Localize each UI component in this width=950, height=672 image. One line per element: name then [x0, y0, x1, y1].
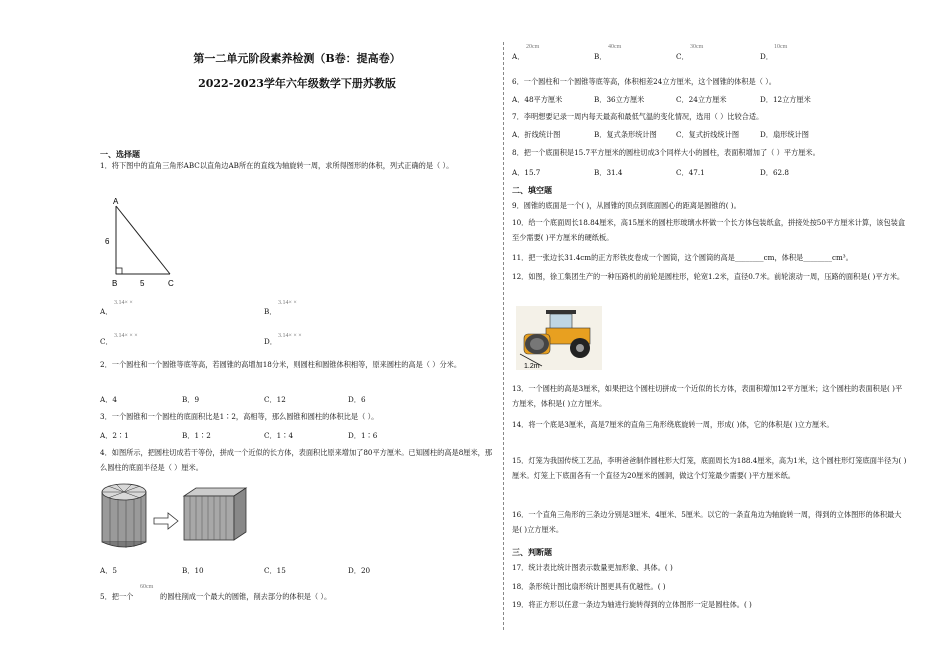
question-4: 4．如图所示，把圆柱切成若干等份，拼成一个近似的长方体，表面积比原来增加了80平方厘米。已知圆柱的高是8厘米，那么圆柱的底面半径是（ ）厘米。	[100, 448, 493, 472]
q8-option-b: B．31.4	[594, 168, 623, 177]
question-16: 16．一个直角三角形的三条边分别是3厘米、4厘米、5厘米。以它的一条直角边为轴旋转一周，得到的立体图形的体积最大是( )立方厘米。	[512, 510, 902, 534]
question-5	[100, 584, 495, 604]
question-10: 10．给一个底面周长18.84厘米，高15厘米的圆柱形玻璃水杯做一个长方体包装纸盒，拼接处按50平方厘米计算，该包装盒至少需要( )平方厘米的硬纸板。	[512, 218, 906, 242]
q1-option-c-label: C．	[100, 337, 113, 346]
section-choice-heading: 一、选择题	[100, 149, 140, 159]
q7-option-d: D．扇形统计图	[760, 130, 809, 139]
q3-option-d: D．1∶6	[348, 431, 378, 440]
q7-option-c: C．复式折线统计图	[676, 130, 740, 139]
q6-option-c: C．24立方厘米	[676, 95, 727, 104]
question-9: 9．圆锥的底面是一个( )，从圆锥的顶点到底面圆心的距离是圆锥的( )。	[512, 201, 741, 210]
question-12: 12．如图，徐工集团生产的一种压路机的前轮是圆柱形，轮宽1.2米，直径0.7米。前轮滚动一周，压路的面积是( )平方米。	[512, 272, 905, 281]
q5-option-d-value: 10cm	[774, 44, 788, 50]
page-title: 第一二单元阶段素养检测（B卷：提高卷）	[193, 52, 401, 65]
side-bc-length: 5	[140, 279, 145, 288]
q2-option-a: A．4	[100, 395, 117, 404]
q6-option-d: D．12立方厘米	[760, 95, 811, 104]
roller-width-label: 1.2m	[524, 363, 540, 370]
q7-option-a: A．折线统计图	[512, 130, 561, 139]
side-ab-length: 6	[105, 237, 110, 246]
section-fill-heading: 二、填空题	[512, 185, 552, 195]
section-judge-heading: 三、判断题	[512, 547, 552, 557]
question-5-options	[512, 44, 907, 64]
q5-suffix: 的圆柱削成一个最大的圆锥，削去部分的体积是（ ）。	[160, 592, 332, 601]
question-4-options	[100, 566, 495, 578]
q4-option-b: B．10	[182, 566, 204, 575]
q5-option-b-value: 40cm	[608, 44, 622, 50]
q5-option-d-label: D．	[760, 52, 773, 61]
q1-option-b-label: B．	[264, 307, 277, 316]
question-2-options	[100, 395, 495, 407]
question-6: 6．一个圆柱和一个圆锥等底等高，体积相差24立方厘米，这个圆锥的体积是（ ）。	[512, 77, 776, 86]
q3-option-a: A．2∶1	[100, 431, 129, 440]
right-angle-mark	[116, 268, 122, 274]
question-13: 13．一个圆柱的高是3厘米，如果把这个圆柱切拼成一个近似的长方体，表面积增加12平方厘米；这个圆柱的表面积是( )平方厘米，体积是( )立方厘米。	[512, 384, 903, 408]
road-roller-figure	[516, 306, 602, 370]
question-14: 14．将一个底是3厘米，高是7厘米的直角三角形绕底旋转一周，形成( )体，它的体积是( )立方厘米。	[512, 420, 834, 429]
question-19: 19．将正方形以任意一条边为轴进行旋转得到的立体图形一定是圆柱体。( )	[512, 600, 752, 609]
question-3-options	[100, 431, 495, 443]
q1-option-a-formula: 3.14× ×	[114, 300, 133, 306]
q8-option-d: D．62.8	[760, 168, 789, 177]
q3-option-b: B．1∶2	[182, 431, 211, 440]
question-8-options	[512, 168, 907, 180]
q5-option-a-value: 20cm	[526, 44, 540, 50]
question-1-options-ab	[100, 300, 495, 320]
question-18: 18．条形统计图比扇形统计图更具有优越性。( )	[512, 582, 666, 591]
question-7-options	[512, 130, 907, 142]
arrow-right-icon	[154, 513, 178, 529]
q8-option-c: C．47.1	[676, 168, 705, 177]
question-6-options	[512, 95, 907, 107]
column-divider	[503, 42, 504, 630]
q7-option-b: B．复式条形统计图	[594, 130, 657, 139]
q5-option-c-value: 30cm	[690, 44, 704, 50]
q1-option-d-formula: 3.14× × ×	[278, 333, 302, 339]
q1-option-d-label: D．	[264, 337, 277, 346]
question-11: 11．把一张边长31.4cm的正方形铁皮卷成一个圆筒，这个圆筒的高是________cm，体积是________cm³。	[512, 253, 853, 262]
question-17: 17．统计表比统计图表示数量更加形象、具体。( )	[512, 563, 673, 572]
vertex-b-label: B	[112, 279, 118, 288]
q4-option-a: A．5	[100, 566, 117, 575]
question-7: 7．李明想要记录一周内每天最高和最低气温的变化情况，选用（ ）比较合适。	[512, 112, 764, 121]
q5-formula: 60cm	[140, 584, 154, 590]
q1-option-b-formula: 3.14× ×	[278, 300, 297, 306]
page-subtitle: 2022-2023学年六年级数学下册苏教版	[198, 77, 396, 90]
q2-option-b: B．9	[182, 395, 200, 404]
question-8: 8．把一个底面积是15.7平方厘米的圆柱切成3个同样大小的圆柱，表面积增加了（ ）平方厘米。	[512, 148, 820, 157]
question-2: 2．一个圆柱和一个圆锥等底等高，若圆锥的高增加18分米，则圆柱和圆锥体积相等，原来圆柱的高是（ ）分米。	[100, 360, 462, 369]
cylinder-to-cuboid-figure	[100, 480, 300, 552]
q6-option-a: A．48平方厘米	[512, 95, 563, 104]
question-1-options-cd	[100, 333, 495, 353]
q1-option-c-formula: 3.14× × ×	[114, 333, 138, 339]
q5-prefix: 5．把一个	[100, 592, 134, 601]
q1-option-a-label: A．	[100, 307, 113, 316]
q5-option-b-label: B．	[594, 52, 607, 61]
q6-option-b: B．36立方厘米	[594, 95, 645, 104]
question-1: 1．将下图中的直角三角形ABC以直角边AB所在的直线为轴旋转一周，求所得图形的体积，列式正确的是（ ）。	[100, 161, 454, 170]
q4-option-c: C．15	[264, 566, 286, 575]
q5-option-a-label: A．	[512, 52, 525, 61]
q8-option-a: A．15.7	[512, 168, 541, 177]
q2-option-c: C．12	[264, 395, 286, 404]
q3-option-c: C．1∶4	[264, 431, 294, 440]
vertex-c-label: C	[168, 279, 174, 288]
triangle-figure	[102, 196, 192, 292]
q2-option-d: D．6	[348, 395, 366, 404]
q4-option-d: D．20	[348, 566, 371, 575]
cuboid-icon	[184, 488, 246, 540]
triangle-side-ac	[116, 206, 170, 274]
cylinder-icon	[102, 484, 146, 548]
question-15: 15．灯笼为我国传统工艺品，李明爸爸制作圆柱形大灯笼，底面周长为188.4厘米，高为1米，这个圆柱形灯笼底面半径为( )厘米。灯笼上下底面各有一个直径为20厘米的圆洞，做这个灯笼最少需要( )平方厘米纸。	[512, 456, 907, 480]
q5-option-c-label: C．	[676, 52, 689, 61]
vertex-a-label: A	[113, 197, 119, 206]
question-3: 3．一个圆锥和一个圆柱的底面积比是1∶2，高相等，那么圆锥和圆柱的体积比是（ ）。	[100, 412, 379, 421]
